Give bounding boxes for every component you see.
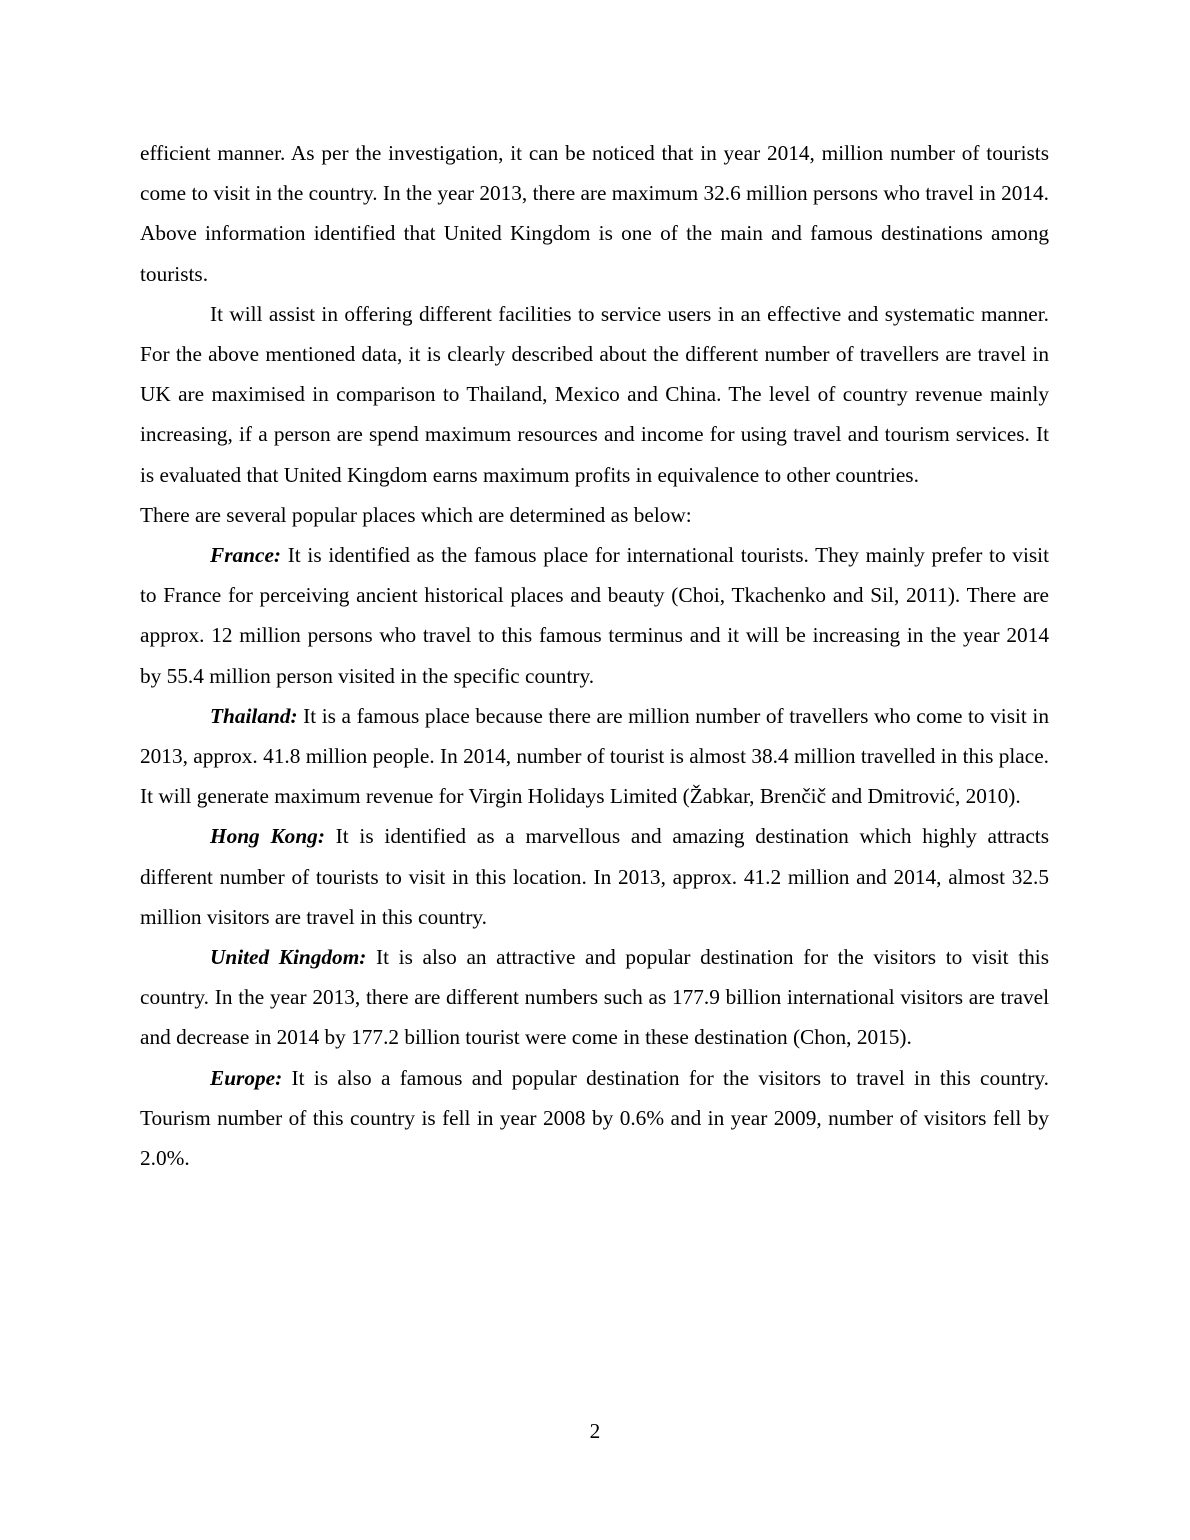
paragraph-europe: [140, 1058, 1049, 1179]
paragraph-popular-places-intro: [140, 495, 1049, 535]
paragraph-facilities: [140, 294, 1049, 495]
paragraph-text: It will assist in offering different facilities to service users in an effective and systematic manner. For the above mentioned data, it is clearly described about the different number of travellers are travel in UK are maximised in comparison to Thailand, Mexico and China. The level of country revenue mainly increasing, if a person are spend maximum resources and income for using travel and tourism services. It is evaluated that United Kingdom earns maximum profits in equivalence to other countries.: [140, 301, 1049, 487]
paragraph-thailand: [140, 696, 1049, 817]
paragraph-text: efficient manner. As per the investigation, it can be noticed that in year 2014, million number of tourists come to visit in the country. In the year 2013, there are maximum 32.6 million persons who travel in 2014. Above information identified that United Kingdom is one of the main and famous destinations among tourists.: [140, 141, 1049, 286]
paragraph-text: It is a famous place because there are million number of travellers who come to visit in 2013, approx. 41.8 million people. In 2014, number of tourist is almost 38.4 million travelled in this place. It will generate maximum revenue for Virgin Holidays Limited (Žabkar, Brenčič and Dmitrović, 2010).: [140, 703, 1049, 809]
term-thailand: Thailand:: [210, 703, 298, 728]
paragraph-text: It is also a famous and popular destination for the visitors to travel in this country. Tourism number of this country is fell in year 2008 by 0.6% and in year 2009, number of visitors fell by 2.0%.: [140, 1065, 1049, 1171]
paragraph-hong-kong: [140, 816, 1049, 937]
term-hong-kong: Hong Kong:: [210, 824, 325, 849]
paragraph-intro-continuation: [140, 133, 1049, 294]
paragraph-text: It is identified as a marvellous and amazing destination which highly attracts different number of tourists to visit in this location. In 2013, approx. 41.2 million and 2014, almost 32.5 million visitors are travel in this country.: [140, 824, 1049, 929]
paragraph-united-kingdom: [140, 937, 1049, 1058]
paragraph-text: There are several popular places which are determined as below:: [140, 502, 692, 527]
term-united-kingdom: United Kingdom:: [210, 945, 367, 970]
term-europe: Europe:: [210, 1065, 283, 1090]
paragraph-text: It is also an attractive and popular destination for the visitors to visit this country. In the year 2013, there are different numbers such as 177.9 billion international visitors are travel and decrease in 2014 by 177.2 billion tourist were come in these destination (Chon, 2015).: [140, 945, 1049, 1050]
document-body: [140, 133, 1049, 1178]
page-number: 2: [589, 1419, 601, 1443]
term-france: France:: [210, 543, 281, 568]
paragraph-text: It is identified as the famous place for international tourists. They mainly prefer to visit to France for perceiving ancient historical places and beauty (Choi, Tkachenko and Sil, 2011). There are approx. 12 million persons who travel to this famous terminus and it will be increasing in the year 2014 by 55.4 million person visited in the specific country.: [140, 543, 1049, 688]
paragraph-france: [140, 535, 1049, 696]
